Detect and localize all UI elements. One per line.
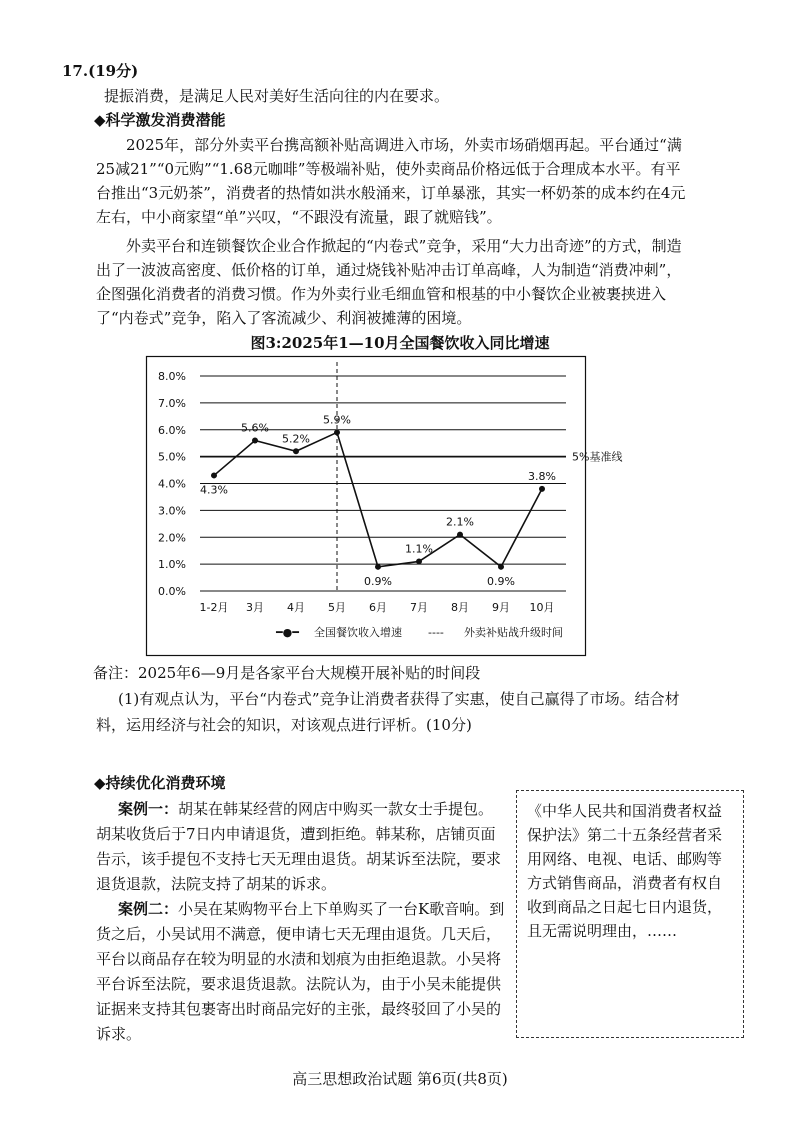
- chart-title: 图3:2025年1—10月全国餐饮收入同比增速: [250, 334, 550, 352]
- data-point: [375, 564, 381, 570]
- data-label: 5.2%: [282, 432, 310, 446]
- section1-paragraph2: 外卖平台和连锁餐饮企业合作掀起的“内卷式”竞争，采用“大力出奇迹”的方式，制造出了一波波高密度、低价格的订单，通过烧钱补贴冲击订单高峰，人为制造“消费冲刺”，企图强化消费者的消费习惯。作为外卖行业毛细血管和根基的中小餐饮企业被裹挟进入了“内卷式”竞争，陷入了客流减少、利润被摊薄的困境。: [96, 237, 682, 327]
- y-tick-label: 6.0%: [158, 423, 186, 437]
- y-tick-labels: [158, 370, 186, 598]
- case2-paragraph: [96, 897, 506, 1047]
- x-tick-label: 9月: [492, 601, 510, 614]
- y-tick-label: 8.0%: [158, 370, 186, 383]
- y-tick-label: 3.0%: [158, 504, 186, 518]
- x-tick-label: 5月: [328, 601, 346, 614]
- legend-series-label: 全国餐饮收入增速: [314, 626, 402, 639]
- data-label: 0.9%: [364, 574, 392, 588]
- section2-title: ◆持续优化消费环境: [94, 774, 226, 792]
- chart-note: 备注：2025年6—9月是各家平台大规模开展补贴的时间段: [93, 664, 481, 682]
- case2-text: 小吴在某购物平台上下单购买了一台K歌音响。到货之后，小吴试用不满意，便申请七天无理由退货。几天后，平台以商品存在较为明显的水渍和划痕为由拒绝退款。小吴将平台诉至法院，要求退货退款。法院认为，由于小吴未能提供证据来支持其包裹寄出时商品完好的主张，最终驳回了小吴的诉求。: [96, 900, 505, 1043]
- y-tick-label: 1.0%: [158, 558, 186, 572]
- data-label: 5.6%: [241, 421, 269, 435]
- line-chart: [146, 356, 623, 656]
- legend-dash-marker: ----: [428, 626, 444, 639]
- data-label: 5.9%: [323, 413, 351, 427]
- data-point: [457, 532, 463, 538]
- case1-paragraph: [96, 797, 506, 897]
- legend-divider-label: 外卖补贴战升级时间: [464, 626, 563, 639]
- question-number: 17.(19分): [62, 62, 139, 80]
- case1-title: 案例一：: [118, 800, 179, 818]
- x-tick-label: 1-2月: [199, 601, 229, 614]
- baseline-label: 5%基准线: [572, 450, 623, 464]
- data-point: [211, 472, 217, 478]
- legend-line-marker: ━●━: [276, 626, 299, 639]
- data-point: [293, 448, 299, 454]
- data-label: 1.1%: [405, 542, 433, 556]
- y-tick-label: 0.0%: [158, 585, 186, 598]
- x-tick-label: 8月: [451, 601, 469, 614]
- subquestion-1: (1)有观点认为，平台“内卷式”竞争让消费者获得了实惠，使自己赢得了市场。结合材料，运用经济与社会的知识，对该观点进行评析。(10分): [96, 690, 680, 734]
- section1-paragraph1: 2025年，部分外卖平台携高额补贴高调进入市场，外卖市场硝烟再起。平台通过“满25减21”“0元购”“1.68元咖啡”等极端补贴，使外卖商品价格远低于合理成本水平。有平台推出“3元奶茶”，消费者的热情如洪水般涌来，订单暴涨，其实一杯奶茶的成本约在4元左右，中小商家望“单”兴叹，“不跟没有流量，跟了就赔钱”。: [96, 136, 686, 226]
- data-point: [498, 564, 504, 570]
- data-label: 0.9%: [487, 574, 515, 588]
- data-point: [416, 558, 422, 564]
- law-excerpt-box: [516, 790, 744, 1038]
- data-point: [252, 438, 258, 444]
- x-tick-label: 4月: [287, 601, 305, 614]
- y-tick-label: 5.0%: [158, 450, 186, 464]
- x-tick-label: 10月: [529, 601, 555, 614]
- data-point: [539, 486, 545, 492]
- y-tick-label: 2.0%: [158, 531, 186, 545]
- question-intro: 提振消费，是满足人民对美好生活向往的内在要求。: [104, 87, 450, 105]
- x-tick-label: 3月: [246, 601, 264, 614]
- data-label: 2.1%: [446, 515, 474, 529]
- case1-text: 胡某在韩某经营的网店中购买一款女士手提包。胡某收货后于7日内申请退货，遭到拒绝。韩某称，店铺页面告示，该手提包不支持七天无理由退货。胡某诉至法院，要求退货退款，法院支持了胡某的诉求。: [96, 800, 502, 893]
- x-tick-label: 7月: [410, 601, 428, 614]
- page-footer: 高三思想政治试题 第6页(共8页): [292, 1070, 508, 1088]
- y-tick-label: 7.0%: [158, 396, 186, 410]
- case2-title: 案例二：: [118, 900, 179, 918]
- x-tick-labels: [200, 601, 555, 614]
- data-point: [334, 429, 340, 435]
- section1-title: ◆科学激发消费潜能: [94, 111, 226, 129]
- data-label: 3.8%: [528, 469, 556, 483]
- y-tick-label: 4.0%: [158, 477, 186, 491]
- data-label: 4.3%: [200, 483, 228, 497]
- x-tick-label: 6月: [369, 601, 387, 614]
- law-excerpt-text: 《中华人民共和国消费者权益保护法》第二十五条经营者采用网络、电视、电话、邮购等方式销售商品，消费者有权自收到商品之日起七日内退货，且无需说明理由，……: [527, 802, 723, 940]
